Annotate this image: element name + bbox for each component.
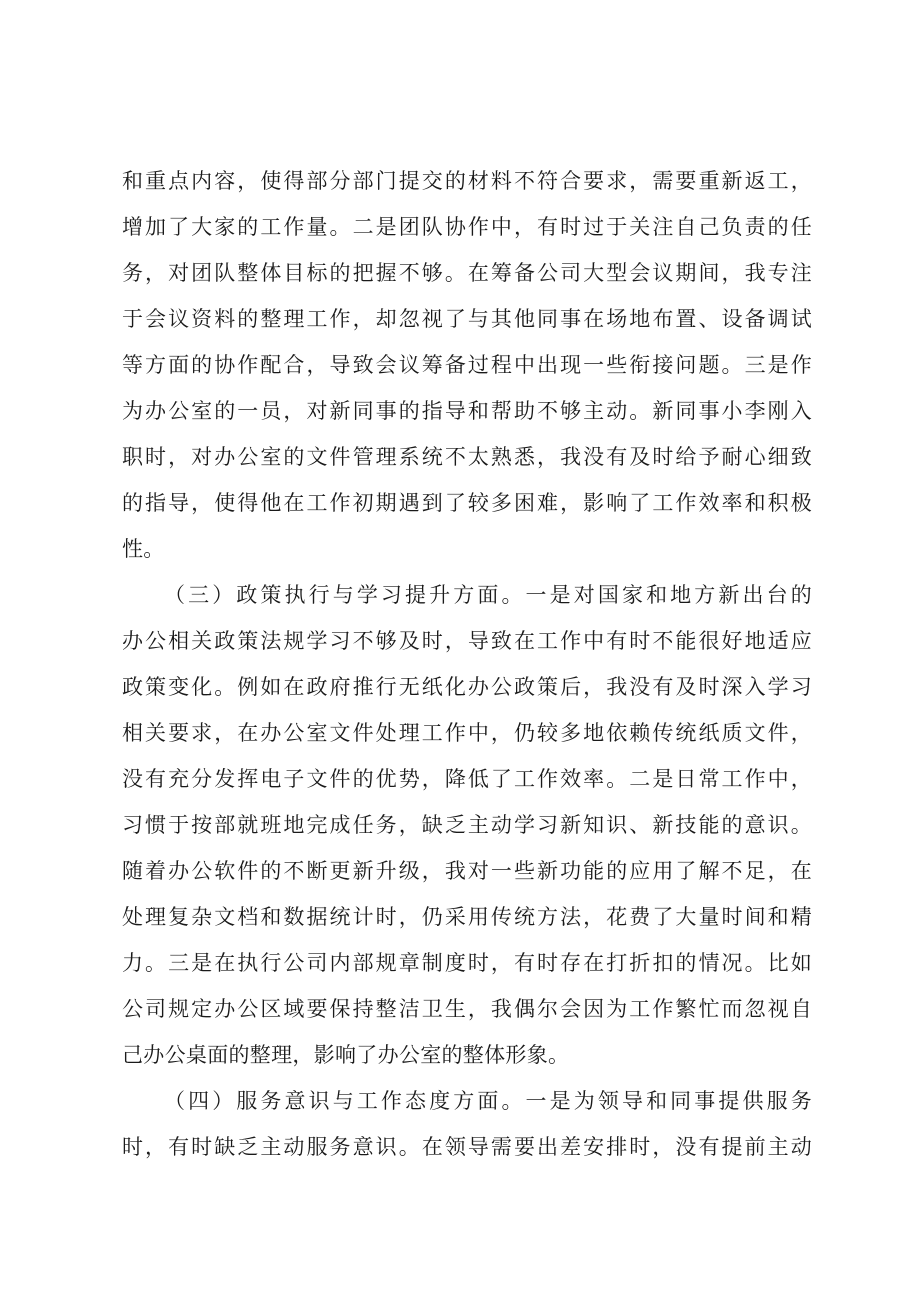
paragraph-line: 为办公室的一员，对新同事的指导和帮助不够主动。新同事小李刚入 (122, 399, 812, 423)
paragraph-line: 政策变化。例如在政府推行无纸化办公政策后，我没有及时深入学习 (122, 675, 812, 699)
paragraph-line: 力。三是在执行公司内部规章制度时，有时存在打折扣的情况。比如 (122, 951, 812, 975)
paragraph-line: 性。 (122, 537, 165, 561)
section-heading-line: （三）政策执行与学习提升方面。一是对国家和地方新出台的 (164, 583, 812, 607)
paragraph-line: 职时，对办公室的文件管理系统不太熟悉，我没有及时给予耐心细致 (122, 445, 812, 469)
paragraph-line: 办公相关政策法规学习不够及时，导致在工作中有时不能很好地适应 (122, 629, 812, 653)
paragraph-line: 于会议资料的整理工作，却忽视了与其他同事在场地布置、设备调试 (122, 307, 812, 331)
paragraph-line: 等方面的协作配合，导致会议筹备过程中出现一些衔接问题。三是作 (122, 353, 812, 377)
paragraph-line: 习惯于按部就班地完成任务，缺乏主动学习新知识、新技能的意识。 (122, 813, 812, 837)
paragraph-line: 的指导，使得他在工作初期遇到了较多困难，影响了工作效率和积极 (122, 491, 812, 515)
paragraph-line: 随着办公软件的不断更新升级，我对一些新功能的应用了解不足，在 (122, 859, 812, 883)
paragraph-line: 增加了大家的工作量。二是团队协作中，有时过于关注自己负责的任 (122, 215, 812, 239)
paragraph-line: 时，有时缺乏主动服务意识。在领导需要出差安排时，没有提前主动 (122, 1135, 812, 1159)
paragraph-line: 处理复杂文档和数据统计时，仍采用传统方法，花费了大量时间和精 (122, 905, 812, 929)
paragraph-line: 没有充分发挥电子文件的优势，降低了工作效率。二是日常工作中， (122, 767, 812, 791)
paragraph-line: 相关要求，在办公室文件处理工作中，仍较多地依赖传统纸质文件， (122, 721, 812, 745)
paragraph-line: 和重点内容，使得部分部门提交的材料不符合要求，需要重新返工， (122, 169, 812, 193)
section-heading-line: （四）服务意识与工作态度方面。一是为领导和同事提供服务 (164, 1089, 812, 1113)
paragraph-line: 己办公桌面的整理，影响了办公室的整体形象。 (122, 1043, 570, 1067)
paragraph-line: 公司规定办公区域要保持整洁卫生，我偶尔会因为工作繁忙而忽视自 (122, 997, 812, 1021)
paragraph-line: 务，对团队整体目标的把握不够。在筹备公司大型会议期间，我专注 (122, 261, 812, 285)
